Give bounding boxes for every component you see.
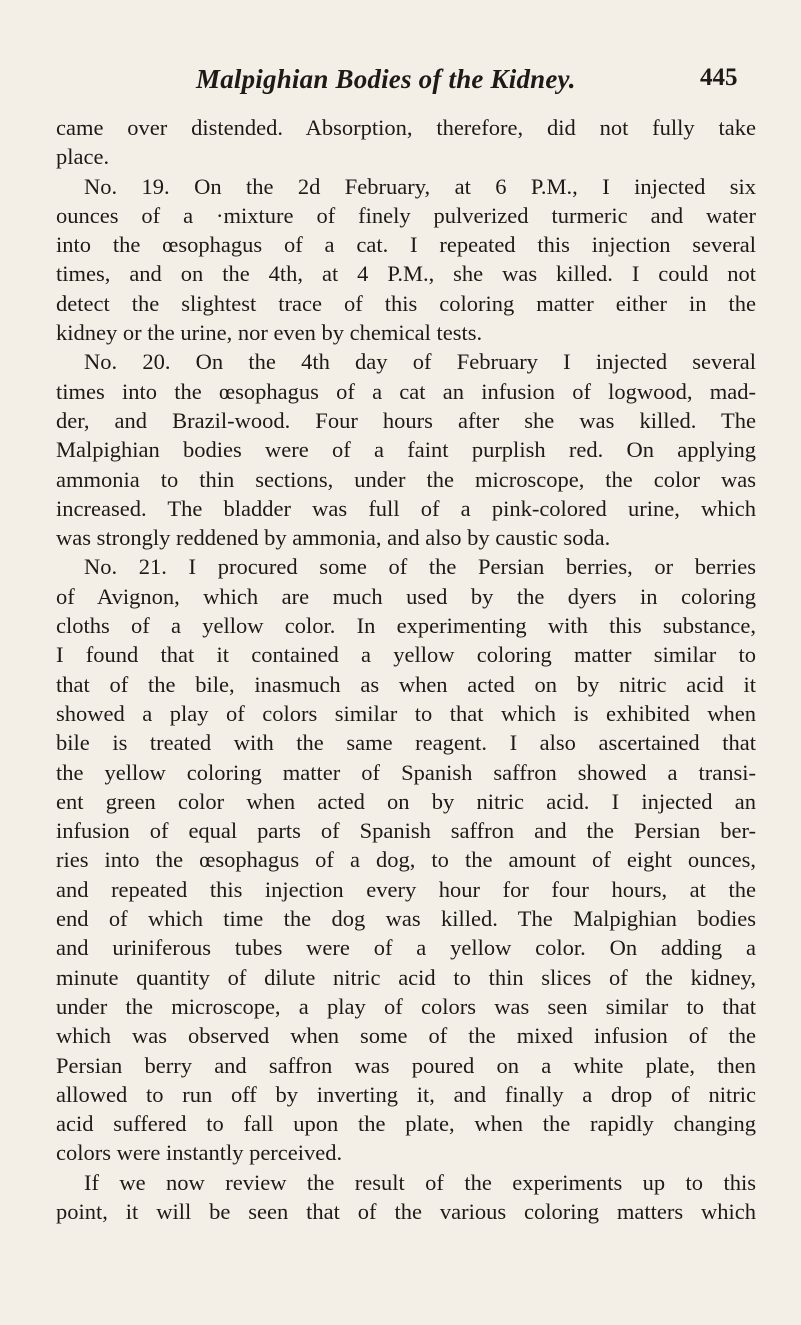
text-line: under the microscope, a play of colors was seen similar to that <box>56 993 756 1019</box>
text-line: No. 19. On the 2d February, at 6 P.M., I injected six <box>84 173 756 199</box>
text-line: cloths of a yellow color. In experimenting with this substance, <box>56 613 756 639</box>
text-line: I found that it contained a yellow coloring matter similar to <box>56 642 756 668</box>
text-line: allowed to run off by inverting it, and finally a drop of nitric <box>56 1081 756 1107</box>
text-line: No. 20. On the 4th day of February I injected several <box>84 349 756 375</box>
text-line: which was observed when some of the mixed infusion of the <box>56 1023 756 1049</box>
text-line: minute quantity of dilute nitric acid to thin slices of the kidney, <box>56 964 756 990</box>
text-line: and repeated this injection every hour for four hours, at the <box>56 876 756 902</box>
text-line: increased. The bladder was full of a pink-colored urine, which <box>56 495 756 521</box>
text-line: Malpighian bodies were of a faint purplish red. On applying <box>56 437 756 463</box>
text-line: bile is treated with the same reagent. I also ascertained that <box>56 730 756 756</box>
text-line: times, and on the 4th, at 4 P.M., she was killed. I could not <box>56 261 756 287</box>
text-line: ounces of a ·mixture of finely pulverized turmeric and water <box>56 202 756 228</box>
text-line: the yellow coloring matter of Spanish saffron showed a transi- <box>56 759 756 785</box>
text-line: colors were instantly perceived. <box>56 1140 343 1166</box>
text-line: was strongly reddened by ammonia, and also by caustic soda. <box>56 525 611 551</box>
text-line: and uriniferous tubes were of a yellow color. On adding a <box>56 935 756 961</box>
text-line: kidney or the urine, nor even by chemical tests. <box>56 320 483 346</box>
text-line: No. 21. I procured some of the Persian berries, or berries <box>84 554 756 580</box>
text-line: acid suffered to fall upon the plate, when the rapidly changing <box>56 1111 756 1137</box>
text-line: point, it will be seen that of the various coloring matters which <box>56 1198 756 1224</box>
text-line: ries into the œsophagus of a dog, to the amount of eight ounces, <box>56 847 756 873</box>
text-line: end of which time the dog was killed. The Malpighian bodies <box>56 906 756 932</box>
text-line: ammonia to thin sections, under the microscope, the color was <box>56 466 756 492</box>
page-header <box>0 64 801 104</box>
text-line: Persian berry and saffron was poured on a white plate, then <box>56 1052 756 1078</box>
text-line: times into the œsophagus of a cat an infusion of logwood, mad- <box>56 378 756 404</box>
text-line: into the œsophagus of a cat. I repeated this injection several <box>56 232 756 258</box>
text-line: place. <box>56 144 110 170</box>
text-line: infusion of equal parts of Spanish saffron and the Persian ber- <box>56 818 756 844</box>
text-line: showed a play of colors similar to that which is exhibited when <box>56 700 756 726</box>
body-text <box>56 113 756 1226</box>
text-line: came over distended. Absorption, therefore, did not fully take <box>56 115 756 140</box>
text-line: If we now review the result of the experiments up to this <box>84 1169 756 1195</box>
text-line: that of the bile, inasmuch as when acted on by nitric acid it <box>56 671 756 697</box>
page-number: 445 <box>700 64 738 91</box>
text-line: ent green color when acted on by nitric acid. I injected an <box>56 788 756 814</box>
running-title: Malpighian Bodies of the Kidney. <box>196 64 576 94</box>
text-line: of Avignon, which are much used by the dyers in coloring <box>56 583 756 609</box>
text-line: detect the slightest trace of this coloring matter either in the <box>56 290 756 316</box>
text-line: der, and Brazil-wood. Four hours after she was killed. The <box>56 407 756 433</box>
